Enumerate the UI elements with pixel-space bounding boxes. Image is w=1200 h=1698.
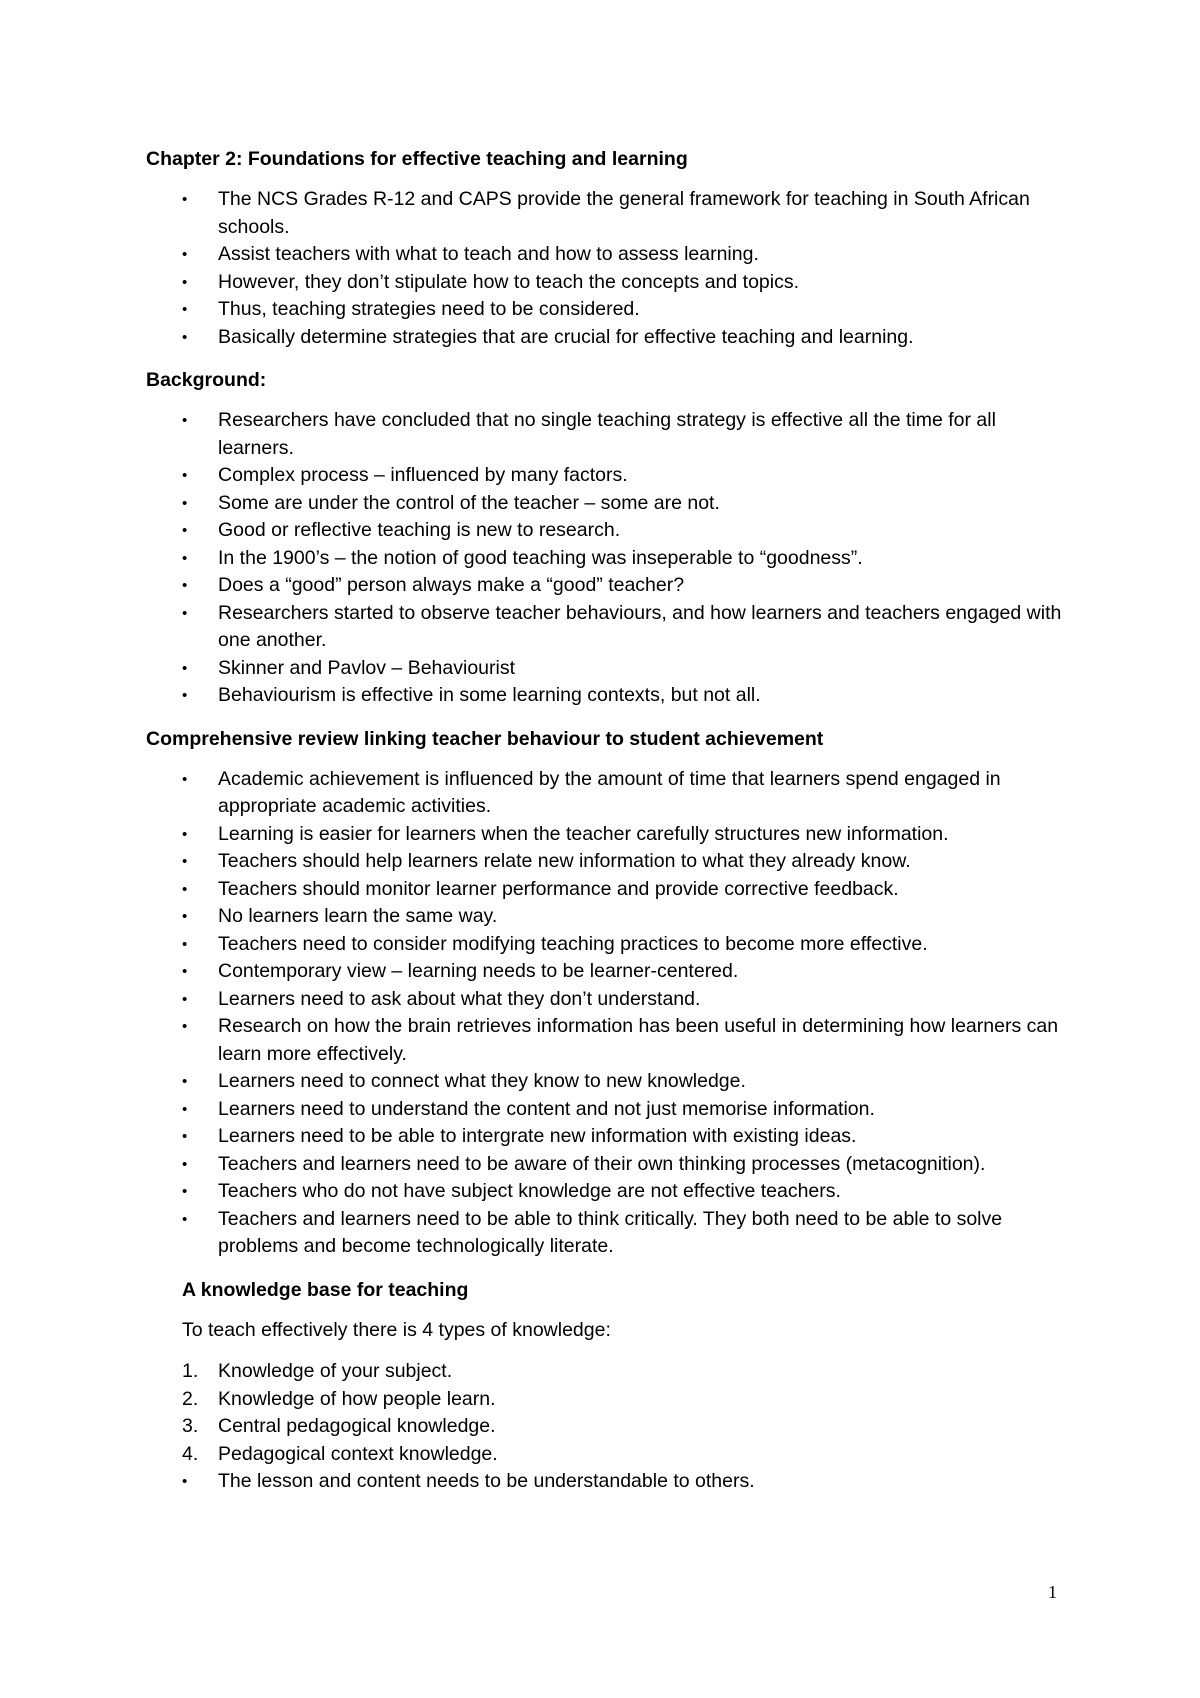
list-item (146, 186, 1066, 241)
list-number: 4. (182, 1442, 199, 1465)
list-item (146, 241, 1066, 269)
list-item (146, 462, 1066, 490)
list-item-text: Contemporary view – learning needs to be learner-centered. (218, 960, 739, 982)
bullet-icon: • (182, 1183, 188, 1200)
document-body (146, 144, 1066, 1510)
list-item-text: Skinner and Pavlov – Behaviourist (218, 656, 516, 679)
list-item-text: No learners learn the same way. (218, 905, 498, 927)
list-item (146, 517, 1066, 545)
bullet-icon: • (182, 659, 188, 677)
bullet-icon: • (182, 687, 188, 704)
bullet-icon: • (182, 1155, 188, 1173)
knowledge-types-list (146, 1358, 1066, 1496)
list-item-text: Complex process – influenced by many factors. (218, 464, 628, 486)
list-item (146, 490, 1066, 518)
list-item-text: Knowledge of your subject. (218, 1360, 453, 1382)
list-item-text: Pedagogical context knowledge. (218, 1442, 498, 1465)
list-item (146, 1151, 1066, 1179)
list-item (146, 682, 1066, 710)
bullet-icon: • (182, 273, 188, 291)
knowledge-types-intro: To teach effectively there is 4 types of knowledge: (182, 1318, 611, 1341)
list-item (146, 407, 1066, 462)
list-item-text: Good or reflective teaching is new to research. (218, 519, 621, 541)
list-item (146, 1386, 1066, 1414)
list-item (146, 572, 1066, 600)
list-item-text: Assist teachers with what to teach and how to assess learning. (218, 243, 759, 265)
list-item (146, 1096, 1066, 1124)
bullet-icon: • (182, 412, 188, 429)
list-item (146, 931, 1066, 959)
list-item-text: However, they don’t stipulate how to teach the concepts and topics. (218, 270, 800, 293)
list-item (146, 1123, 1066, 1151)
list-item-text: In the 1900’s – the notion of good teaching was inseperable to “goodness”. (218, 546, 863, 569)
bullet-icon: • (182, 604, 188, 622)
background-bullet-list (146, 407, 1066, 710)
list-item-text: Basically determine strategies that are crucial for effective teaching and learning. (218, 325, 914, 348)
list-item (146, 545, 1066, 573)
list-item (146, 1441, 1066, 1469)
list-item-text: Researchers started to observe teacher behaviours, and how learners and teachers engaged with one another. (218, 601, 1062, 651)
page-number: 1 (1048, 1582, 1057, 1602)
bullet-icon: • (182, 1100, 188, 1118)
bullet-icon: • (182, 191, 188, 208)
intro-bullet-list (146, 186, 1066, 351)
list-item-text: Teachers need to consider modifying teaching practices to become more effective. (218, 932, 928, 955)
list-item-text: Some are under the control of the teacher – some are not. (218, 491, 720, 514)
list-item-text: The lesson and content needs to be understandable to others. (218, 1470, 755, 1492)
list-item (146, 296, 1066, 324)
chapter-heading: Chapter 2: Foundations for effective teaching and learning (146, 148, 688, 170)
list-item (146, 848, 1066, 876)
list-item (146, 903, 1066, 931)
list-item-text: The NCS Grades R-12 and CAPS provide the general framework for teaching in South African schools. (218, 188, 1030, 238)
list-item-text: Learners need to be able to intergrate new information with existing ideas. (218, 1125, 857, 1147)
review-heading: Comprehensive review linking teacher behaviour to student achievement (146, 727, 824, 750)
list-item (146, 1013, 1066, 1068)
bullet-icon: • (182, 467, 188, 484)
bullet-icon: • (182, 301, 188, 318)
list-item-text: Behaviourism is effective in some learning contexts, but not all. (218, 684, 761, 706)
list-item (146, 958, 1066, 986)
bullet-icon: • (182, 963, 188, 980)
bullet-icon: • (182, 522, 188, 539)
list-item-text: Knowledge of how people learn. (218, 1387, 496, 1410)
list-item-text: Research on how the brain retrieves information has been useful in determining how learners can learn more effectively. (218, 1015, 1059, 1065)
list-item-text: Does a “good” person always make a “good” teacher? (218, 574, 685, 596)
bullet-icon: • (182, 770, 188, 788)
list-item (146, 1068, 1066, 1096)
list-item (146, 876, 1066, 904)
bullet-icon: • (182, 935, 188, 953)
list-item-text: Learning is easier for learners when the teacher carefully structures new information. (218, 822, 949, 845)
list-item-text: Learners need to ask about what they don’t understand. (218, 987, 701, 1010)
list-item (146, 1178, 1066, 1206)
list-item (146, 821, 1066, 849)
bullet-icon: • (182, 1128, 188, 1145)
list-number: 2. (182, 1387, 199, 1410)
list-item-text: Teachers and learners need to be aware of their own thinking processes (metacognition). (218, 1152, 986, 1175)
bullet-icon: • (182, 328, 188, 346)
list-item-text: Teachers and learners need to be able to think critically. They both need to be able to solve problems and become technologically literate. (218, 1207, 1003, 1257)
bullet-icon: • (182, 494, 188, 512)
list-item-text: Learners need to connect what they know to new knowledge. (218, 1070, 746, 1092)
list-item-text: Teachers who do not have subject knowledge are not effective teachers. (218, 1180, 841, 1202)
bullet-icon: • (182, 577, 188, 594)
list-item-text: Teachers should monitor learner performance and provide corrective feedback. (218, 877, 899, 900)
list-number: 1. (182, 1360, 199, 1382)
list-item (146, 1206, 1066, 1261)
list-item-text: Learners need to understand the content and not just memorise information. (218, 1097, 875, 1120)
bullet-icon: • (182, 990, 188, 1008)
list-item (146, 655, 1066, 683)
bullet-icon: • (182, 908, 188, 925)
bullet-icon: • (182, 246, 188, 263)
bullet-icon: • (182, 1018, 188, 1035)
list-number: 3. (182, 1415, 199, 1437)
list-item (146, 1358, 1066, 1386)
bullet-icon: • (182, 853, 188, 870)
bullet-icon: • (182, 1073, 188, 1090)
list-item-text: Researchers have concluded that no single teaching strategy is effective all the time for all learners. (218, 409, 996, 459)
list-item-text: Teachers should help learners relate new information to what they already know. (218, 850, 911, 872)
knowledge-base-heading: A knowledge base for teaching (182, 1278, 469, 1301)
bullet-icon: • (182, 1473, 188, 1490)
list-item (146, 986, 1066, 1014)
review-bullet-list (146, 766, 1066, 1261)
list-item (146, 269, 1066, 297)
list-item-text: Central pedagogical knowledge. (218, 1415, 496, 1437)
list-item (146, 766, 1066, 821)
bullet-icon: • (182, 880, 188, 898)
list-item-text: Thus, teaching strategies need to be considered. (218, 298, 640, 320)
list-item (146, 324, 1066, 352)
bullet-icon: • (182, 1210, 188, 1228)
bullet-icon: • (182, 549, 188, 567)
list-item (146, 600, 1066, 655)
bullet-icon: • (182, 825, 188, 843)
background-heading: Background: (146, 369, 267, 391)
list-item (146, 1413, 1066, 1441)
list-item (146, 1468, 1066, 1496)
list-item-text: Academic achievement is influenced by the amount of time that learners spend engaged in appropriate academic activities. (218, 767, 1001, 817)
